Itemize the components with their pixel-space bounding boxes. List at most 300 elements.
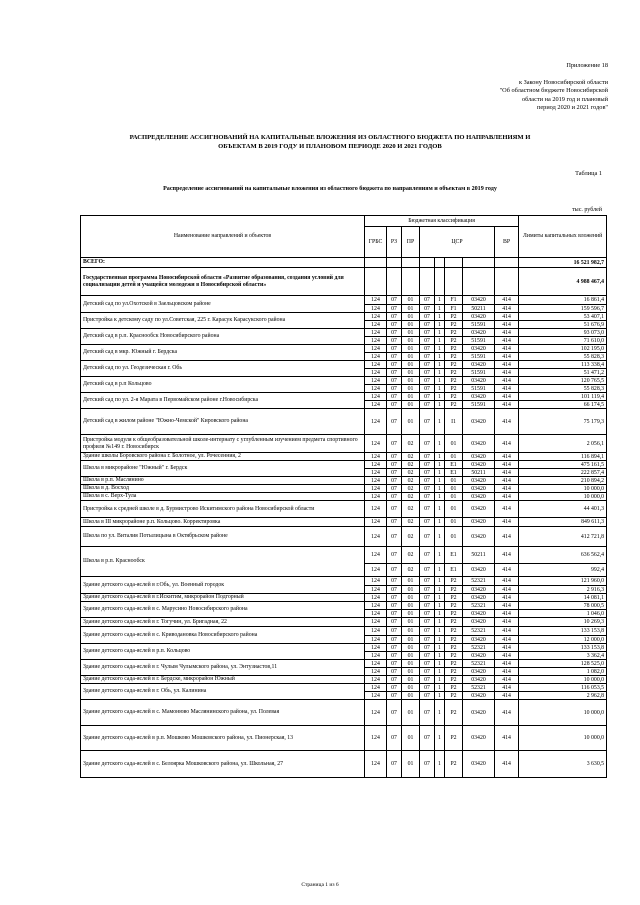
pr-cell: 01: [402, 618, 420, 627]
pr-cell: 02: [402, 547, 420, 564]
rz-cell: 07: [387, 602, 402, 610]
header-limits: Лимиты капитальных вложений: [519, 216, 607, 258]
grbs-cell: 124: [365, 385, 387, 393]
csr-part-cell: 07: [420, 751, 435, 778]
pr-cell: 02: [402, 469, 420, 477]
pr-cell: 01: [402, 668, 420, 676]
program-label: Государственная программа Новосибирской области «Развитие образования, создания условий для социализации детей и учащейся молодежи в Новосибирской области»: [81, 268, 365, 296]
vr-cell: 414: [495, 361, 519, 369]
pr-cell: 01: [402, 586, 420, 594]
csr-part-cell: 07: [420, 527, 435, 547]
rz-cell: 07: [387, 577, 402, 586]
grbs-cell: 124: [365, 435, 387, 453]
csr-part-cell: 07: [420, 610, 435, 618]
rz-cell: 07: [387, 401, 402, 409]
pr-cell: 01: [402, 726, 420, 751]
pr-cell: 02: [402, 453, 420, 461]
csr-part-cell: 1: [435, 692, 445, 700]
pr-cell: 02: [402, 485, 420, 493]
page-footer: Страница 1 из 6: [301, 882, 339, 888]
object-name: Школа в д. Восход: [81, 485, 365, 493]
csr-part-cell: 1: [435, 385, 445, 393]
rz-cell: 07: [387, 409, 402, 435]
csr-part-cell: P2: [445, 602, 463, 610]
rz-cell: 07: [387, 652, 402, 660]
grbs-cell: 124: [365, 751, 387, 778]
pr-cell: 01: [402, 305, 420, 313]
title-line: ОБЪЕКТАМ В 2019 ГОДУ И ПЛАНОВОМ ПЕРИОДЕ 2020 И 2021 ГОДОВ: [218, 143, 442, 150]
csr-part-cell: 07: [420, 594, 435, 602]
vr-cell: 414: [495, 477, 519, 485]
vr-cell: 414: [495, 602, 519, 610]
table-row: [81, 627, 607, 636]
csr-part-cell: 07: [420, 469, 435, 477]
grbs-cell: 124: [365, 518, 387, 527]
pr-cell: 01: [402, 700, 420, 726]
object-name: Детский сад в р.п. Краснообск Новосибирского района: [81, 329, 365, 345]
csr-part-cell: 01: [445, 501, 463, 518]
limit-value-cell: 66 174,5: [519, 401, 607, 409]
csr-part-cell: F1: [445, 296, 463, 305]
rz-cell: 07: [387, 369, 402, 377]
csr-part-cell: F1: [445, 305, 463, 313]
vr-cell: 414: [495, 660, 519, 668]
pr-cell: 02: [402, 477, 420, 485]
pr-cell: 01: [402, 610, 420, 618]
csr-part-cell: 07: [420, 493, 435, 501]
csr-part-cell: 1: [435, 296, 445, 305]
csr-code-cell: 03420: [463, 668, 495, 676]
table-row: [81, 377, 607, 385]
limit-value-cell: 51 676,9: [519, 321, 607, 329]
rz-cell: 07: [387, 692, 402, 700]
table-row: [81, 577, 607, 586]
csr-part-cell: 07: [420, 313, 435, 321]
csr-code-cell: 50211: [463, 305, 495, 313]
vr-cell: 414: [495, 676, 519, 684]
limit-value-cell: 121 960,0: [519, 577, 607, 586]
csr-code-cell: 51591: [463, 385, 495, 393]
limit-value-cell: 128 525,0: [519, 660, 607, 668]
limit-value-cell: 102 195,0: [519, 345, 607, 353]
vr-cell: 414: [495, 296, 519, 305]
csr-part-cell: P2: [445, 321, 463, 329]
table-row: [81, 684, 607, 692]
pr-cell: 01: [402, 377, 420, 385]
csr-part-cell: 1: [435, 485, 445, 493]
csr-part-cell: E1: [445, 461, 463, 469]
csr-part-cell: P2: [445, 692, 463, 700]
pr-cell: 02: [402, 527, 420, 547]
units-label: тыс. рублей: [572, 207, 602, 213]
vr-cell: 414: [495, 527, 519, 547]
table-row: [81, 726, 607, 751]
object-name: Школа в микрорайоне "Южный" г. Бердск: [81, 461, 365, 477]
csr-part-cell: 07: [420, 618, 435, 627]
csr-part-cell: 1: [435, 676, 445, 684]
document-title: [60, 133, 600, 151]
csr-part-cell: 07: [420, 485, 435, 493]
vr-cell: 414: [495, 401, 519, 409]
limit-value-cell: 2 916,3: [519, 586, 607, 594]
rz-cell: 07: [387, 518, 402, 527]
rz-cell: 07: [387, 329, 402, 337]
limit-value-cell: 992,4: [519, 564, 607, 577]
csr-part-cell: 07: [420, 401, 435, 409]
csr-code-cell: 03420: [463, 501, 495, 518]
table-row: [81, 501, 607, 518]
rz-cell: 07: [387, 676, 402, 684]
pr-cell: 02: [402, 501, 420, 518]
rz-cell: 07: [387, 377, 402, 385]
object-name: Здание детского сада-яслей в г.Обь, ул. Военный городок: [81, 577, 365, 594]
grbs-cell: 124: [365, 493, 387, 501]
rz-cell: 07: [387, 435, 402, 453]
csr-part-cell: 07: [420, 700, 435, 726]
vr-cell: 414: [495, 684, 519, 692]
pr-cell: 01: [402, 409, 420, 435]
csr-part-cell: 07: [420, 385, 435, 393]
csr-part-cell: 07: [420, 577, 435, 586]
limit-value-cell: 16 861,4: [519, 296, 607, 305]
rz-cell: 07: [387, 493, 402, 501]
rz-cell: 07: [387, 660, 402, 668]
grbs-cell: 124: [365, 377, 387, 385]
csr-part-cell: 1: [435, 564, 445, 577]
object-name: Здание детского сада-яслей в г.Искитим, микрорайон Подгорный: [81, 594, 365, 602]
pr-cell: 01: [402, 676, 420, 684]
csr-part-cell: P2: [445, 726, 463, 751]
csr-part-cell: P2: [445, 329, 463, 337]
table-row: [81, 477, 607, 485]
table-row: [81, 453, 607, 461]
table-row: [81, 435, 607, 453]
table-row: [81, 644, 607, 652]
csr-part-cell: P2: [445, 353, 463, 361]
pr-cell: 01: [402, 329, 420, 337]
vr-cell: 414: [495, 369, 519, 377]
grbs-cell: 124: [365, 692, 387, 700]
csr-part-cell: 1: [435, 602, 445, 610]
csr-code-cell: 03420: [463, 329, 495, 337]
table-row: [81, 409, 607, 435]
csr-part-cell: 07: [420, 393, 435, 401]
csr-part-cell: 07: [420, 453, 435, 461]
csr-part-cell: 1: [435, 337, 445, 345]
csr-part-cell: 07: [420, 726, 435, 751]
limit-value-cell: 133 153,8: [519, 644, 607, 652]
rz-cell: 07: [387, 668, 402, 676]
csr-code-cell: 51591: [463, 337, 495, 345]
csr-part-cell: 1: [435, 668, 445, 676]
limit-value-cell: 12 000,0: [519, 636, 607, 644]
csr-part-cell: P2: [445, 636, 463, 644]
csr-part-cell: 07: [420, 377, 435, 385]
object-name: Пристройка модуля к общеобразовательной школе-интернату с углубленным изучением предмета спортивного профиля №149 г. Новосибирск: [81, 435, 365, 453]
appendix-line: области на 2019 год и плановый: [521, 95, 608, 103]
appendix-header: [500, 62, 608, 113]
limit-value-cell: 78 000,5: [519, 602, 607, 610]
csr-code-cell: 03420: [463, 435, 495, 453]
vr-cell: 414: [495, 700, 519, 726]
csr-code-cell: 51591: [463, 353, 495, 361]
pr-cell: 02: [402, 435, 420, 453]
rz-cell: 07: [387, 296, 402, 305]
table-row: [81, 751, 607, 778]
limit-value-cell: 210 894,2: [519, 477, 607, 485]
vr-cell: 414: [495, 547, 519, 564]
limit-value-cell: 116 053,5: [519, 684, 607, 692]
csr-code-cell: 52321: [463, 684, 495, 692]
csr-part-cell: 07: [420, 461, 435, 469]
rz-cell: 07: [387, 337, 402, 345]
csr-code-cell: 03420: [463, 586, 495, 594]
csr-part-cell: 1: [435, 377, 445, 385]
limit-value-cell: 113 338,4: [519, 361, 607, 369]
csr-part-cell: P2: [445, 313, 463, 321]
rz-cell: 07: [387, 345, 402, 353]
object-name: Здание детского сада-яслей в р.п. Мошково Мошковского района, ул. Пионерская, 13: [81, 726, 365, 751]
csr-part-cell: 1: [435, 726, 445, 751]
grbs-cell: 124: [365, 313, 387, 321]
object-name: Здание детского сада-яслей в г. Чулым Чулымского района, ул. Энтузиастов,11: [81, 660, 365, 676]
limit-value-cell: 10 000,0: [519, 493, 607, 501]
appendix-line: "Об областном бюджете Новосибирской: [499, 87, 608, 95]
object-name: Детский сад по ул. 2-я Марата в Первомайском районе г.Новосибирска: [81, 393, 365, 409]
csr-part-cell: 07: [420, 361, 435, 369]
table-subtitle: Распределение ассигнований на капитальные вложения из областного бюджета по направлениям и объектам в 2019 году: [163, 186, 497, 192]
pr-cell: 01: [402, 369, 420, 377]
csr-part-cell: 07: [420, 329, 435, 337]
limit-value-cell: 93 073,0: [519, 329, 607, 337]
csr-part-cell: 1: [435, 305, 445, 313]
csr-part-cell: 1: [435, 594, 445, 602]
csr-part-cell: 07: [420, 369, 435, 377]
limit-value-cell: 75 179,3: [519, 409, 607, 435]
csr-part-cell: P2: [445, 668, 463, 676]
pr-cell: 01: [402, 652, 420, 660]
vr-cell: 414: [495, 313, 519, 321]
csr-part-cell: 1: [435, 577, 445, 586]
appendix-line: Приложение 18: [566, 62, 608, 69]
rz-cell: 07: [387, 618, 402, 627]
object-name: Детский сад в жилом районе "Южно-Чемской" Кировского района: [81, 409, 365, 435]
grbs-cell: 124: [365, 345, 387, 353]
grbs-cell: 124: [365, 564, 387, 577]
csr-part-cell: P2: [445, 627, 463, 636]
limit-value-cell: 1 082,0: [519, 668, 607, 676]
vr-cell: 414: [495, 652, 519, 660]
csr-code-cell: 03420: [463, 409, 495, 435]
csr-part-cell: 1: [435, 393, 445, 401]
csr-part-cell: 01: [445, 518, 463, 527]
csr-part-cell: 1: [435, 501, 445, 518]
pr-cell: 01: [402, 385, 420, 393]
csr-part-cell: P2: [445, 652, 463, 660]
csr-part-cell: 1: [435, 586, 445, 594]
csr-code-cell: 50211: [463, 547, 495, 564]
grbs-cell: 124: [365, 602, 387, 610]
rz-cell: 07: [387, 644, 402, 652]
object-name: Здание детского сада-яслей в с. Марусино Новосибирского района: [81, 602, 365, 618]
csr-part-cell: I1: [445, 409, 463, 435]
limit-value-cell: 120 765,5: [519, 377, 607, 385]
object-name: Детский сад в р.п Кольцово: [81, 377, 365, 393]
vr-cell: 414: [495, 385, 519, 393]
table-row: [81, 329, 607, 337]
csr-part-cell: 07: [420, 321, 435, 329]
grbs-cell: 124: [365, 393, 387, 401]
grbs-cell: 124: [365, 618, 387, 627]
vr-cell: 414: [495, 501, 519, 518]
object-name: Детский сад по ул. Геодезическая г. Обь: [81, 361, 365, 377]
rz-cell: 07: [387, 461, 402, 469]
csr-part-cell: 1: [435, 547, 445, 564]
header-vr: ВР: [495, 227, 519, 258]
limit-value-cell: 133 153,8: [519, 627, 607, 636]
csr-part-cell: 01: [445, 485, 463, 493]
limit-value-cell: 3 630,5: [519, 751, 607, 778]
limit-value-cell: 10 000,0: [519, 485, 607, 493]
rz-cell: 07: [387, 700, 402, 726]
appendix-line: к Закону Новосибирской области: [518, 78, 608, 86]
csr-part-cell: 07: [420, 668, 435, 676]
csr-part-cell: 07: [420, 692, 435, 700]
csr-part-cell: P2: [445, 345, 463, 353]
limit-value-cell: 10 000,0: [519, 676, 607, 684]
rz-cell: 07: [387, 564, 402, 577]
csr-part-cell: 01: [445, 453, 463, 461]
table-row: [81, 547, 607, 564]
csr-code-cell: 03420: [463, 618, 495, 627]
table-row: [81, 527, 607, 547]
vr-cell: 414: [495, 345, 519, 353]
limit-value-cell: 159 596,7: [519, 305, 607, 313]
rz-cell: 07: [387, 385, 402, 393]
csr-part-cell: 1: [435, 313, 445, 321]
grbs-cell: 124: [365, 610, 387, 618]
grbs-cell: 124: [365, 644, 387, 652]
limit-value-cell: 2 056,1: [519, 435, 607, 453]
csr-part-cell: P2: [445, 660, 463, 668]
limit-value-cell: 3 362,4: [519, 652, 607, 660]
csr-part-cell: P2: [445, 586, 463, 594]
csr-part-cell: 07: [420, 501, 435, 518]
csr-part-cell: 1: [435, 477, 445, 485]
header-name: Наименование направлений и объектов: [81, 216, 365, 258]
csr-part-cell: P2: [445, 393, 463, 401]
rz-cell: 07: [387, 393, 402, 401]
rz-cell: 07: [387, 321, 402, 329]
csr-part-cell: 07: [420, 586, 435, 594]
csr-code-cell: 03420: [463, 477, 495, 485]
vr-cell: 414: [495, 329, 519, 337]
csr-part-cell: P2: [445, 385, 463, 393]
csr-part-cell: P2: [445, 369, 463, 377]
csr-part-cell: 1: [435, 401, 445, 409]
table-row: [81, 313, 607, 321]
csr-part-cell: P2: [445, 700, 463, 726]
limit-value-cell: 71 610,0: [519, 337, 607, 345]
header-budget-classification: Бюджетная классификация: [365, 216, 519, 227]
table-row: [81, 493, 607, 501]
rz-cell: 07: [387, 361, 402, 369]
vr-cell: 414: [495, 636, 519, 644]
csr-code-cell: 03420: [463, 594, 495, 602]
csr-part-cell: 07: [420, 547, 435, 564]
vr-cell: 414: [495, 627, 519, 636]
csr-part-cell: 1: [435, 610, 445, 618]
limit-value-cell: 475 161,5: [519, 461, 607, 469]
grbs-cell: 124: [365, 636, 387, 644]
csr-code-cell: 03420: [463, 700, 495, 726]
grbs-cell: 124: [365, 469, 387, 477]
grbs-cell: 124: [365, 485, 387, 493]
vr-cell: 414: [495, 337, 519, 345]
csr-part-cell: P2: [445, 361, 463, 369]
table-row: [81, 361, 607, 369]
vr-cell: 414: [495, 469, 519, 477]
table-row: [81, 296, 607, 305]
csr-part-cell: 1: [435, 469, 445, 477]
csr-part-cell: P2: [445, 684, 463, 692]
rz-cell: 07: [387, 353, 402, 361]
table-row: [81, 660, 607, 668]
csr-code-cell: 03420: [463, 361, 495, 369]
csr-part-cell: 07: [420, 684, 435, 692]
csr-part-cell: 1: [435, 684, 445, 692]
csr-part-cell: 01: [445, 527, 463, 547]
grbs-cell: 124: [365, 353, 387, 361]
object-name: Пристройка к средней школе в д. Бурмистрово Искитимского района Новосибирской области: [81, 501, 365, 518]
csr-part-cell: 1: [435, 461, 445, 469]
csr-code-cell: 03420: [463, 636, 495, 644]
csr-code-cell: 03420: [463, 610, 495, 618]
csr-part-cell: 07: [420, 337, 435, 345]
rz-cell: 07: [387, 684, 402, 692]
pr-cell: 01: [402, 577, 420, 586]
pr-cell: 02: [402, 461, 420, 469]
csr-code-cell: 03420: [463, 313, 495, 321]
limit-value-cell: 1 046,0: [519, 610, 607, 618]
table-number: Таблица 1: [575, 170, 602, 177]
csr-part-cell: 07: [420, 660, 435, 668]
object-name: Школа в с. Верх-Тула: [81, 493, 365, 501]
csr-part-cell: 07: [420, 636, 435, 644]
limit-value-cell: 55 828,3: [519, 385, 607, 393]
limit-value-cell: 55 828,3: [519, 353, 607, 361]
csr-part-cell: 07: [420, 518, 435, 527]
csr-code-cell: 03420: [463, 527, 495, 547]
pr-cell: 01: [402, 393, 420, 401]
pr-cell: 01: [402, 345, 420, 353]
header-rz: РЗ: [387, 227, 402, 258]
csr-part-cell: 1: [435, 369, 445, 377]
total-label: ВСЕГО:: [81, 258, 365, 268]
csr-code-cell: 03420: [463, 453, 495, 461]
csr-part-cell: 07: [420, 627, 435, 636]
object-name: Здание детского сада-яслей в г. Обь, ул. Калинина: [81, 684, 365, 700]
header-csr: ЦСР: [420, 227, 495, 258]
program-value: 4 988 467,4: [519, 268, 607, 296]
table-row: [81, 485, 607, 493]
csr-part-cell: 1: [435, 321, 445, 329]
grbs-cell: 124: [365, 577, 387, 586]
csr-part-cell: 1: [435, 329, 445, 337]
csr-code-cell: 03420: [463, 518, 495, 527]
csr-part-cell: 1: [435, 627, 445, 636]
csr-code-cell: 03420: [463, 726, 495, 751]
